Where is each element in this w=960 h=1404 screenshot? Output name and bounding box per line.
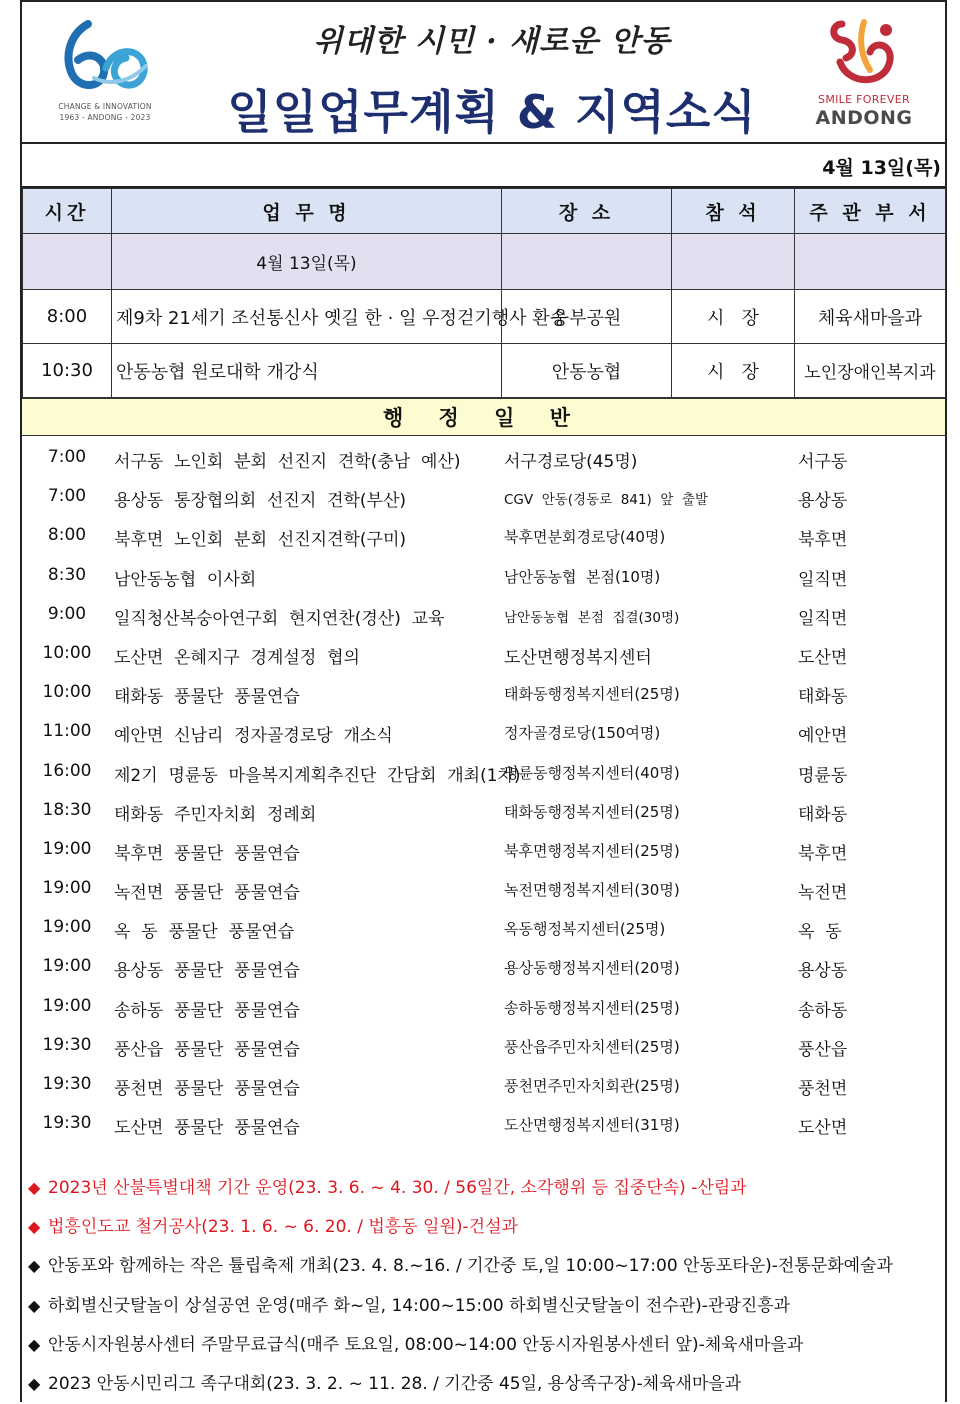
admin-dept: 송하동 [798, 1000, 848, 1021]
admin-task: 옥 동 풍물단 풍물연습 [114, 922, 295, 943]
list-item [22, 987, 945, 1026]
admin-time: 19:30 [42, 1034, 92, 1055]
admin-task: 북후면 노인회 분회 선진지견학(구미) [114, 530, 407, 551]
list-item [22, 908, 945, 947]
admin-dept: 풍산읍 [798, 1039, 848, 1060]
row-task: 제9차 21세기 조선통신사 옛길 한 · 일 우정걷기행사 환송 [112, 290, 502, 344]
admin-task: 풍천면 풍물단 풍물연습 [114, 1079, 300, 1099]
table-date-row [23, 234, 946, 290]
notice-item [22, 1246, 945, 1285]
admin-place: 태화동행정복지센터(25명) [504, 685, 680, 704]
admin-dept: 용상동 [798, 491, 848, 512]
row-time: 10:30 [23, 344, 112, 398]
admin-time: 19:00 [42, 917, 92, 938]
admin-dept: 서구동 [798, 452, 848, 472]
list-item [22, 595, 945, 634]
admin-section-heading: 행 정 일 반 [22, 398, 945, 436]
admin-place: 남안동농협 본점 집결(30명) [504, 609, 680, 626]
anniversary-60-logo [50, 16, 160, 128]
admin-time: 19:00 [42, 878, 92, 899]
logo-caption-1: CHANGE & INNOVATION [58, 102, 152, 111]
admin-time: 19:30 [42, 1074, 92, 1094]
list-item [22, 438, 945, 477]
list-item [22, 1104, 945, 1143]
admin-task: 북후면 풍물단 풍물연습 [114, 843, 300, 864]
admin-time: 8:00 [47, 525, 87, 546]
admin-dept: 예안면 [798, 726, 848, 747]
document-header [22, 2, 945, 144]
admin-task: 용상동 풍물단 풍물연습 [114, 961, 300, 982]
admin-place: 도산면행정복지센터(31명) [504, 1116, 680, 1135]
diamond-bullet-icon: ◆ [28, 1373, 41, 1393]
list-item [22, 752, 945, 791]
admin-task: 녹전면 풍물단 풍물연습 [114, 883, 300, 904]
notice-item [22, 1364, 945, 1403]
admin-place: 녹전면행정복지센터(30명) [504, 881, 680, 900]
admin-time: 19:30 [42, 1113, 92, 1134]
list-item [22, 477, 945, 516]
header-time: 시간 [23, 189, 112, 234]
logo-caption-2: 1963 - ANDONG - 2023 [59, 113, 151, 122]
list-item [22, 1026, 945, 1065]
logo-smile-forever-text: SMILE FOREVER [818, 93, 910, 106]
table-date: 4월 13일(목) [112, 234, 502, 290]
list-item [22, 947, 945, 986]
admin-place: CGV 안동(경동로 841) 앞 출발 [504, 492, 709, 509]
admin-task: 용상동 통장협의회 선진지 견학(부산) [114, 491, 407, 512]
date-row [22, 144, 945, 188]
admin-place: 풍산읍주민자치센터(25명) [504, 1037, 680, 1056]
row-dept: 노인장애인복지과 [795, 344, 946, 398]
slogan: 위대한 시민 · 새로운 안동 [313, 24, 671, 59]
admin-time: 11:00 [42, 721, 92, 742]
diamond-bullet-icon: ◆ [28, 1217, 41, 1237]
admin-place: 옥동행정복지센터(25명) [504, 920, 666, 939]
admin-place: 용상동행정복지센터(20명) [504, 959, 680, 978]
header-dept: 주 관 부 서 [795, 189, 946, 234]
admin-dept: 옥 동 [798, 922, 842, 943]
diamond-bullet-icon: ◆ [28, 1295, 41, 1315]
row-place: 웅부공원 [502, 290, 672, 344]
admin-dept: 녹전면 [798, 883, 848, 904]
admin-time: 10:00 [42, 642, 92, 663]
row-task: 안동농협 원로대학 개강식 [112, 344, 502, 398]
admin-place: 풍천면주민자치회관(25명) [504, 1077, 680, 1095]
admin-task: 제2기 명륜동 마을복지계획추진단 간담회 개최(1차) [114, 765, 521, 786]
document-page [20, 0, 947, 1402]
header-attendee: 참 석 [672, 189, 795, 234]
admin-place: 도산면행정복지센터 [504, 647, 652, 668]
table-header-row [23, 189, 946, 234]
row-dept: 체육새마을과 [795, 290, 946, 344]
notice-text: 안동포와 함께하는 작은 튤립축제 개최(23. 4. 8.~16. / 기간중 토,일 10:00~17:00 안동포타운)-전통문화예술과 [48, 1256, 893, 1277]
logo-andong-text: ANDONG [815, 107, 913, 129]
admin-task: 도산면 온혜지구 경계설정 협의 [114, 647, 360, 668]
table-row [23, 344, 946, 398]
admin-place: 남안동농협 본점(10명) [504, 567, 661, 586]
admin-place: 태화동행정복지센터(25명) [504, 802, 680, 821]
admin-place: 북후면분회경로당(40명) [504, 528, 666, 547]
schedule-table [22, 188, 946, 398]
list-item [22, 830, 945, 869]
admin-dept: 일직면 [798, 569, 848, 590]
admin-time: 19:00 [42, 956, 92, 977]
header-task: 업 무 명 [112, 189, 502, 234]
admin-dept: 도산면 [798, 647, 848, 668]
admin-dept: 태화동 [798, 687, 848, 708]
list-item [22, 556, 945, 595]
row-place: 안동농협 [502, 344, 672, 398]
row-attendee: 시 장 [672, 344, 795, 398]
admin-dept: 명륜동 [798, 765, 848, 786]
admin-dept: 용상동 [798, 961, 848, 982]
admin-time: 19:00 [42, 838, 92, 859]
notice-item [22, 1286, 945, 1325]
admin-schedule-list [22, 436, 945, 1143]
diamond-bullet-icon: ◆ [28, 1178, 41, 1197]
andong-smile-emblem-icon [812, 14, 916, 90]
sixty-emblem-icon [50, 16, 160, 100]
admin-time: 16:00 [42, 760, 92, 781]
notice-text: 2023년 산불특별대책 기간 운영(23. 3. 6. ~ 4. 30. / 56일간, 소각행위 등 집중단속) -산림과 [48, 1178, 747, 1198]
admin-dept: 북후면 [798, 530, 848, 551]
list-item [22, 712, 945, 751]
admin-time: 18:30 [42, 799, 92, 820]
admin-task: 예안면 신남리 정자골경로당 개소식 [114, 726, 393, 747]
admin-time: 7:00 [47, 486, 87, 507]
page-title: 일일업무계획 & 지역소식 [227, 85, 757, 139]
header-place: 장 소 [502, 189, 672, 234]
admin-place: 서구경로당(45명) [504, 452, 638, 472]
admin-task: 풍산읍 풍물단 풍물연습 [114, 1039, 300, 1060]
diamond-bullet-icon: ◆ [28, 1334, 41, 1354]
notice-item [22, 1325, 945, 1364]
list-item [22, 1065, 945, 1104]
admin-time: 8:30 [47, 564, 87, 585]
diamond-bullet-icon: ◆ [28, 1256, 41, 1276]
andong-smile-logo [812, 14, 942, 134]
admin-task: 태화동 풍물단 풍물연습 [114, 687, 300, 708]
admin-place: 명륜동행정복지센터(40명) [504, 763, 680, 782]
list-item [22, 516, 945, 555]
notice-list [22, 1168, 945, 1403]
admin-task: 송하동 풍물단 풍물연습 [114, 1000, 300, 1021]
admin-place: 북후면행정복지센터(25명) [504, 841, 680, 860]
notice-text: 하회별신굿탈놀이 상설공연 운영(매주 화~일, 14:00~15:00 하회별신굿탈놀이 전수관)-관광진흥과 [48, 1295, 791, 1316]
admin-task: 남안동농협 이사회 [114, 569, 257, 590]
admin-task: 일직청산복숭아연구회 현지연찬(경산) 교육 [114, 608, 445, 629]
admin-dept: 일직면 [798, 608, 848, 629]
admin-task: 태화동 주민자치회 정례회 [114, 804, 317, 825]
admin-time: 19:00 [42, 995, 92, 1016]
list-item [22, 673, 945, 712]
admin-task: 서구동 노인회 분회 선진지 견학(충남 예산) [114, 452, 461, 472]
admin-task: 도산면 풍물단 풍물연습 [114, 1118, 300, 1139]
admin-dept: 도산면 [798, 1118, 848, 1139]
notice-text: 법흥인도교 철거공사(23. 1. 6. ~ 6. 20. / 법흥동 일원)-건설과 [48, 1217, 518, 1238]
list-item [22, 791, 945, 830]
admin-dept: 태화동 [798, 804, 848, 825]
admin-place: 송하동행정복지센터(25명) [504, 998, 680, 1017]
list-item [22, 634, 945, 673]
admin-time: 9:00 [47, 603, 87, 624]
admin-dept: 풍천면 [798, 1079, 848, 1099]
admin-time: 7:00 [47, 447, 87, 467]
admin-dept: 북후면 [798, 843, 848, 864]
row-attendee: 시 장 [672, 290, 795, 344]
notice-item [22, 1207, 945, 1246]
list-item [22, 869, 945, 908]
admin-place: 정자골경로당(150여명) [504, 724, 661, 743]
admin-time: 10:00 [42, 682, 92, 703]
notice-item [22, 1168, 945, 1207]
notice-text: 안동시자원봉사센터 주말무료급식(매주 토요일, 08:00~14:00 안동시자원봉사센터 앞)-체육새마을과 [48, 1334, 804, 1355]
table-row [23, 290, 946, 344]
row-time: 8:00 [23, 290, 112, 344]
notice-text: 2023 안동시민리그 족구대회(23. 3. 2. ~ 11. 28. / 기간중 45일, 용상족구장)-체육새마을과 [48, 1373, 742, 1394]
document-date: 4월 13일(목) [822, 157, 941, 179]
